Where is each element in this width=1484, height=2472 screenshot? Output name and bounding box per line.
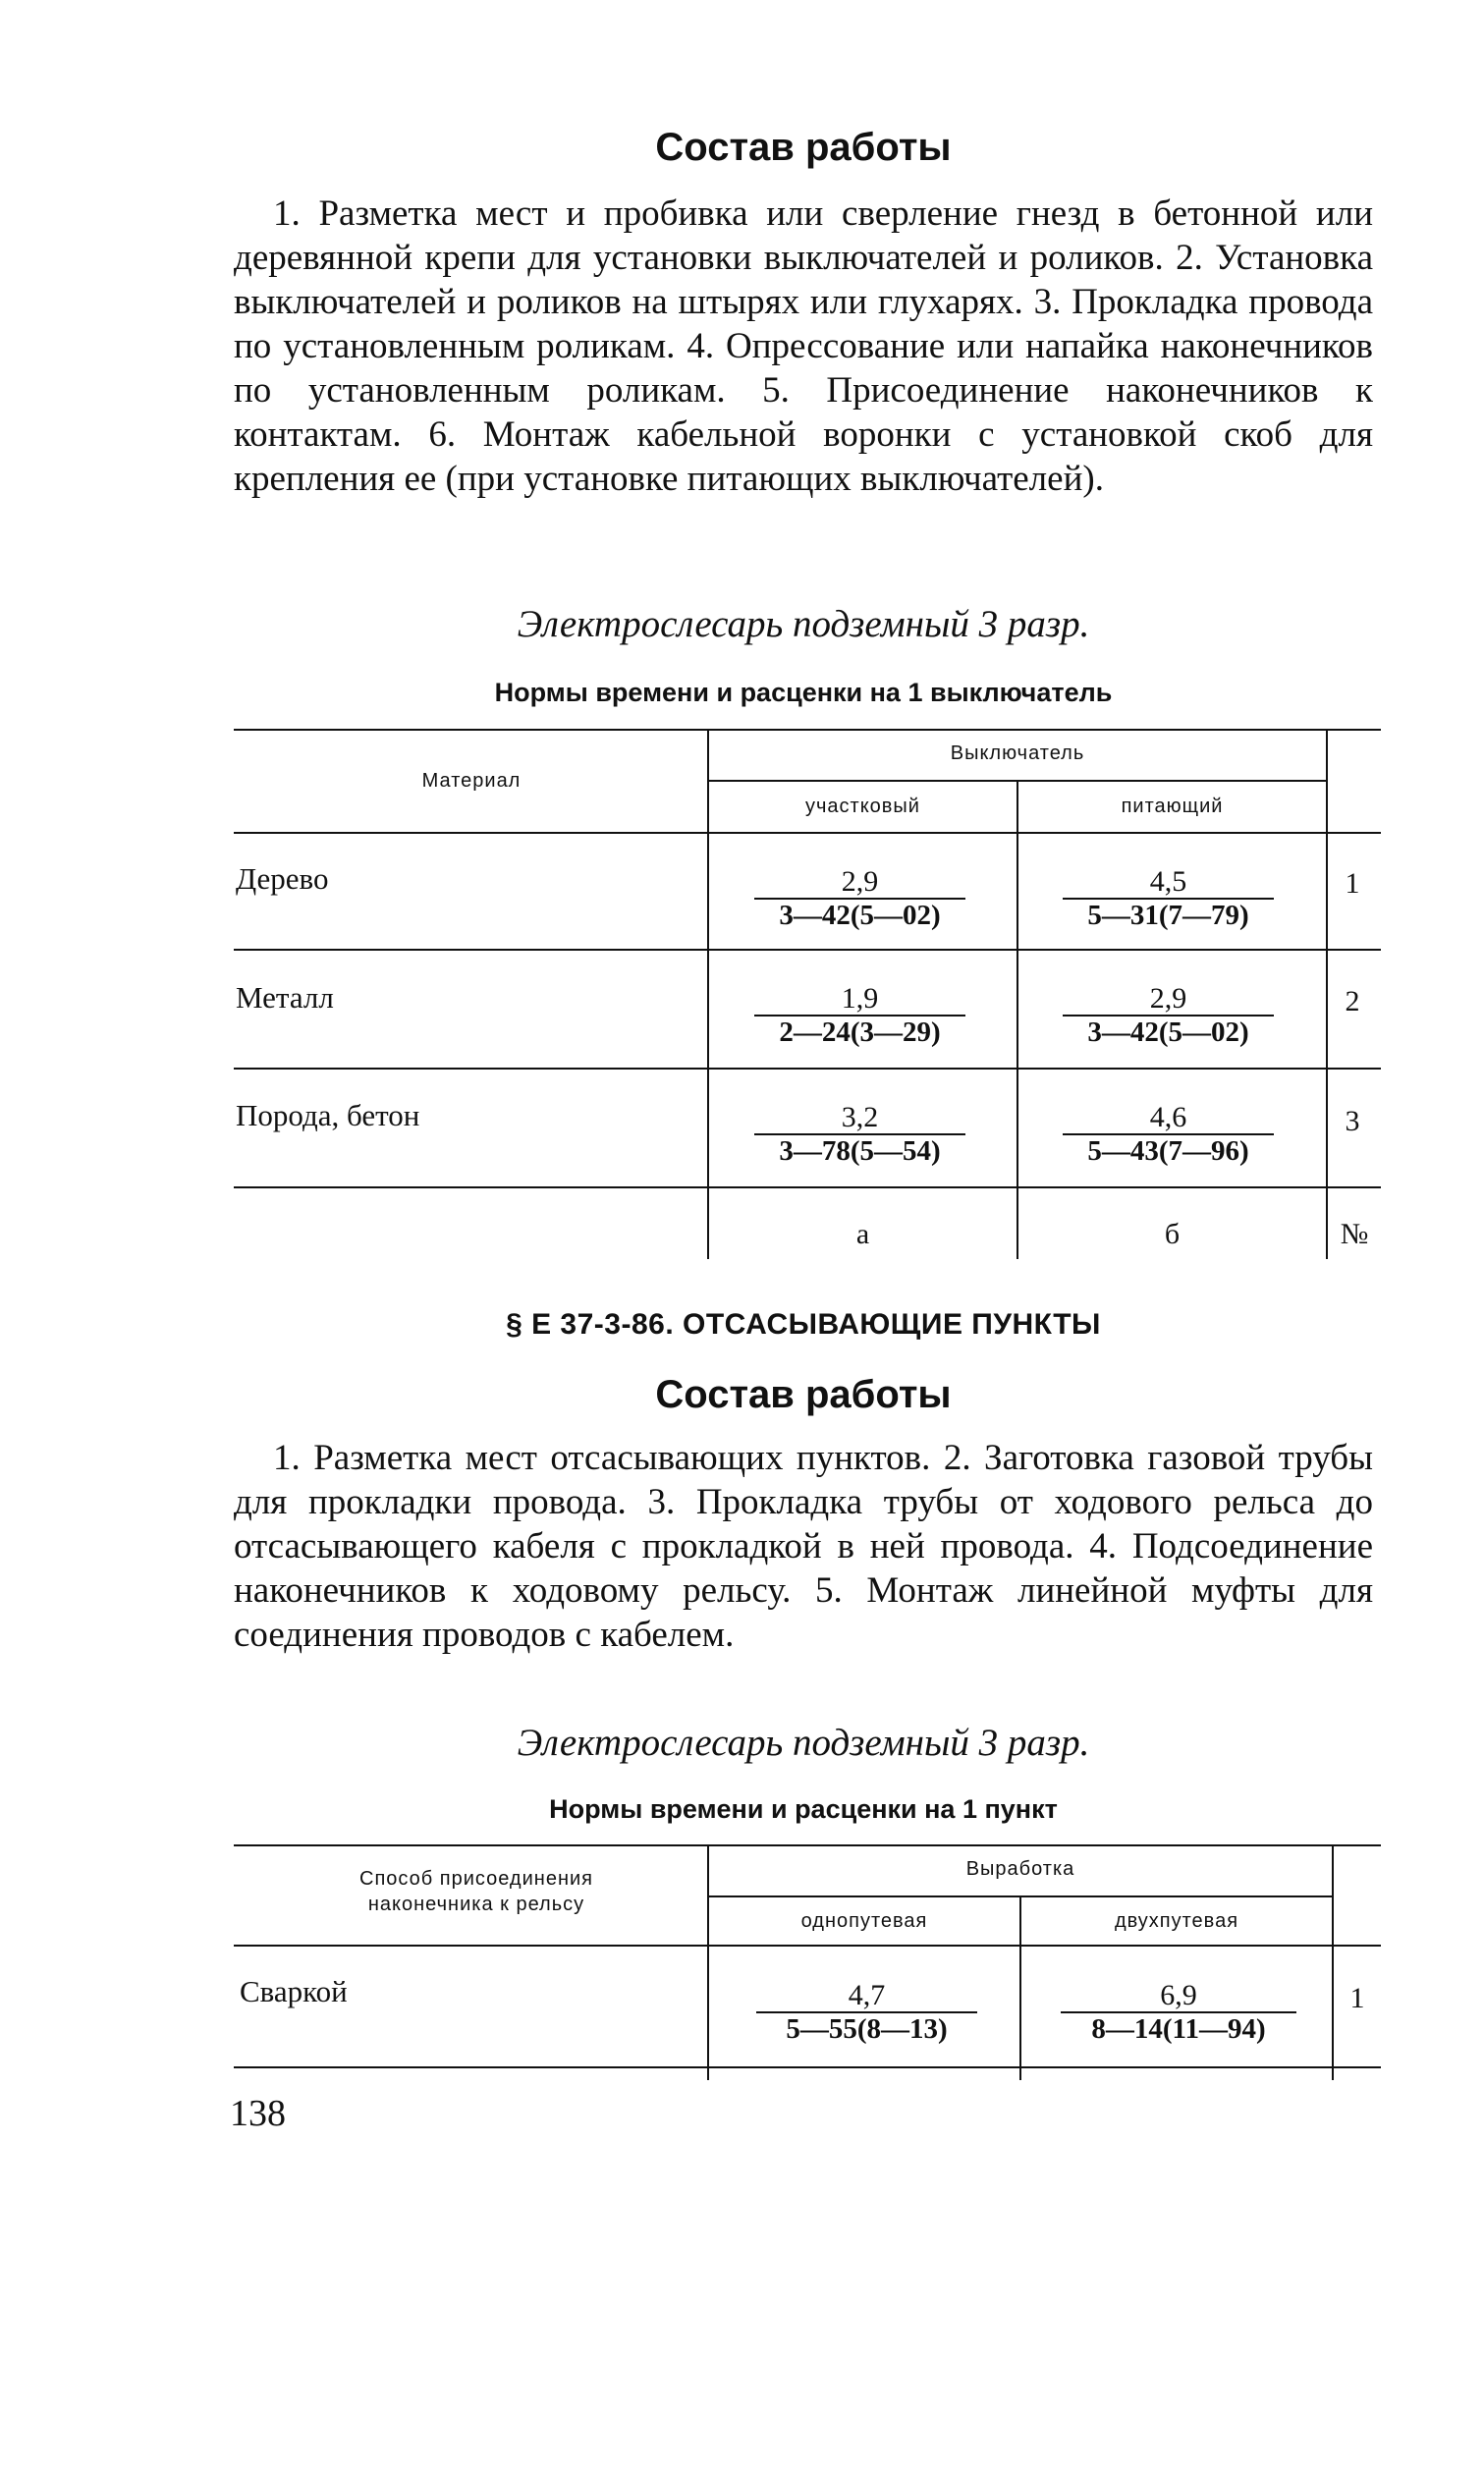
worker-grade-2: Электрослесарь подземный 3 разр. <box>517 1722 1090 1764</box>
table1-footer-b: б <box>1164 1218 1181 1250</box>
work-description-2: 1. Разметка мест отсасывающих пунктов. 2. Заготовка газовой трубы для прокладки провода. 3. Прокладка трубы от ходового рельса до отсасывающего кабеля с прокладкой в ней провода. 4. Подсоединение наконечников к ходовому рельсу. 5. Монтаж линейной муфты для соединения проводов с кабелем. <box>234 1438 1373 1655</box>
page-number: 138 <box>230 2093 286 2134</box>
table1-col-material: Материал <box>421 770 522 792</box>
work-description-1: 1. Разметка мест и пробивка или сверление гнезд в бетонной или деревянной крепи для установки выключателей и роликов. 2. Установка выключателей и роликов на штырях или глухарях. 3. Прокладка провода по установленным роликам. 4. Опрессование или напайка наконечников по установленным роликам. 5. Присоединение наконечников к контактам. 6. Монтаж кабельной воронки с установкой скоб для крепления ее (при установке питающих выключателей). <box>234 193 1373 499</box>
rate: 3—78(5—54) <box>754 1133 965 1167</box>
table1-cell-a <box>754 983 965 1048</box>
rate: 5—55(8—13) <box>756 2011 977 2045</box>
table1-header-rule <box>234 832 1381 834</box>
table1-row3-rule <box>234 1186 1381 1188</box>
norm-time: 3,2 <box>841 1101 879 1133</box>
table1-col-a: участковый <box>805 796 920 817</box>
table1-col-b: питающий <box>1121 796 1224 817</box>
table1-top-rule <box>234 729 1381 731</box>
table2-row-label: Сваркой <box>240 1974 348 2008</box>
table2-col-b: двухпутевая <box>1114 1910 1239 1932</box>
table1-row-number: 2 <box>1345 985 1360 1017</box>
norm-time: 4,7 <box>848 1979 886 2011</box>
rate: 3—42(5—02) <box>1063 1015 1274 1048</box>
table1-cell-a <box>754 1102 965 1167</box>
table1-row-label: Металл <box>236 980 334 1015</box>
norm-time: 2,9 <box>1149 982 1187 1015</box>
table2-col-method: Способ присоединения наконечника к рельсу <box>359 1868 593 1915</box>
norm-time: 4,6 <box>1149 1101 1187 1133</box>
table2-cell-b <box>1061 1980 1296 2045</box>
table1-footer-a: а <box>855 1218 870 1250</box>
table2-row-number: 1 <box>1349 1982 1365 2014</box>
table1-row1-rule <box>234 949 1381 951</box>
heading-work-composition-2: Состав работы <box>655 1373 952 1416</box>
table2-col-group: Выработка <box>965 1858 1075 1880</box>
rate: 8—14(11—94) <box>1061 2011 1296 2045</box>
section-title: § Е 37-3-86. ОТСАСЫВАЮЩИЕ ПУНКТЫ <box>506 1308 1101 1341</box>
heading-work-composition-1: Состав работы <box>655 126 952 169</box>
norm-time: 1,9 <box>841 982 879 1015</box>
table1-cell-b <box>1063 983 1274 1048</box>
table1-cell-a <box>754 866 965 931</box>
rate: 3—42(5—02) <box>754 898 965 931</box>
table2-vline-no <box>1332 1844 1334 2080</box>
table-caption-2: Нормы времени и расценки на 1 пункт <box>549 1794 1058 1824</box>
table1-row-number: 3 <box>1345 1105 1360 1137</box>
table1-row2-rule <box>234 1068 1381 1070</box>
norm-time: 4,5 <box>1149 865 1187 898</box>
table1-vline-b <box>1017 780 1018 1259</box>
table1-row-label: Порода, бетон <box>236 1098 420 1132</box>
table-caption-1: Нормы времени и расценки на 1 выключатель <box>494 678 1113 707</box>
table2-row1-rule <box>234 2066 1381 2068</box>
table1-col-group: Выключатель <box>950 742 1085 764</box>
rate: 5—31(7—79) <box>1063 898 1274 931</box>
table1-cell-b <box>1063 1102 1274 1167</box>
rate: 5—43(7—96) <box>1063 1133 1274 1167</box>
norm-time: 6,9 <box>1160 1979 1197 2011</box>
table2-col-a: однопутевая <box>800 1910 928 1932</box>
table1-footer-no: № <box>1340 1218 1369 1250</box>
table1-row-number: 1 <box>1345 867 1360 900</box>
table2-header-rule <box>234 1945 1381 1947</box>
table2-cell-a <box>756 1980 977 2045</box>
rate: 2—24(3—29) <box>754 1015 965 1048</box>
worker-grade-1: Электрослесарь подземный 3 разр. <box>517 603 1090 645</box>
table2-top-rule <box>234 1844 1381 1846</box>
norm-time: 2,9 <box>841 865 879 898</box>
table1-cell-b <box>1063 866 1274 931</box>
table1-row-label: Дерево <box>236 861 329 896</box>
